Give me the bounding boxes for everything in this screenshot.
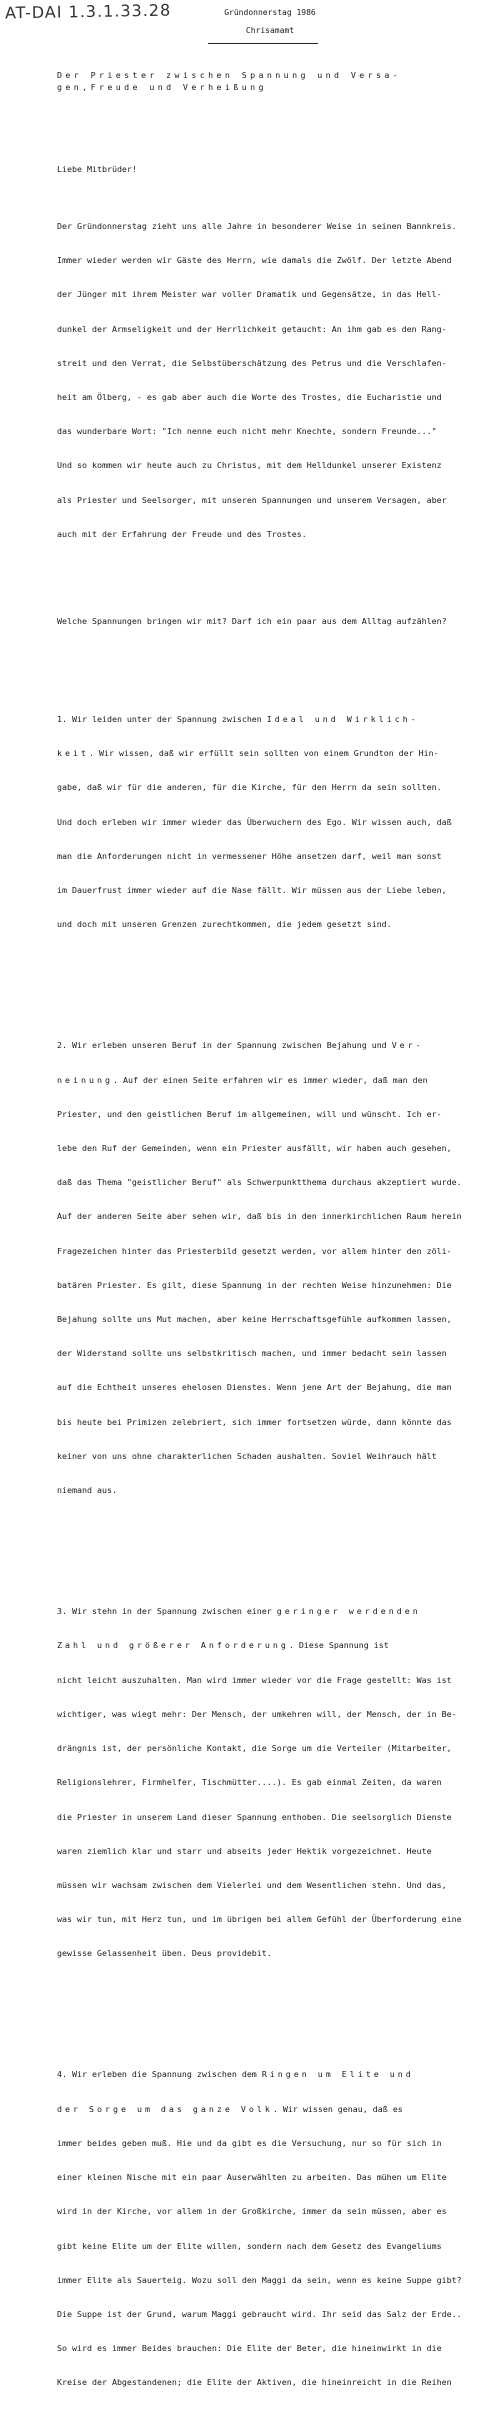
keyword: neinung — [57, 1074, 113, 1085]
question-line: Welche Spannungen bringen wir mit? Darf ich ein paar aus dem Alltag aufzählen? — [57, 615, 447, 626]
theme-line-2: gen,Freude und Verheißung — [57, 81, 267, 92]
section-line: Kreise der Abgestandenen; die Elite der Aktiven, die hineinreicht in die Reihen — [57, 2377, 452, 2388]
section-4-first-line: 4. Wir erleben die Spannung zwischen dem Ringen um Elite und — [57, 2069, 414, 2080]
header-title: Chrisamamt — [245, 26, 295, 35]
section-3 — [57, 1583, 462, 1982]
section-line: man die Anforderungen nicht in vermessener Höhe ansetzen darf, weil man sonst — [57, 850, 442, 861]
section-line: immer Elite als Sauerteig. Wozu soll den Maggi da sein, wenn es keine Suppe gibt? — [57, 2274, 462, 2285]
section-line: So wird es immer Beides brauchen: Die Elite der Beter, die hineinwirkt in die — [57, 2343, 442, 2354]
section-1-first-line: 1. Wir leiden unter der Spannung zwischen Ideal und Wirklich- — [57, 713, 419, 724]
sermon-theme — [57, 70, 477, 93]
section-4 — [57, 2047, 462, 2412]
section-line: daß das Thema "geistlicher Beruf" als Schwerpunktthema durchaus akzeptiert wurde. — [57, 1177, 462, 1188]
section-4-second-line: der Sorge um das ganze Volk. Wir wissen genau, daß es — [57, 2103, 403, 2114]
keyword: Ver- — [391, 1040, 424, 1051]
section-line: Fragezeichen hinter das Priesterbild gesetzt werden, vor allem hinter den zöli- — [57, 1245, 452, 1256]
section-line: Auf der anderen Seite aber sehen wir, daß bis in den innerkirchlichen Raum herein — [57, 1211, 462, 1222]
section-line: Religionslehrer, Firmhelfer, Tischmütter....). Es gab einmal Zeiten, da waren — [57, 1777, 442, 1788]
section-2 — [57, 1017, 462, 1519]
section-1 — [57, 691, 457, 953]
section-line: Die Suppe ist der Grund, warum Maggi gebraucht wird. Ihr seid das Salz der Erde.. — [57, 2308, 462, 2319]
intro-paragraph — [57, 198, 457, 563]
intro-line: der Jünger mit ihrem Meister war voller Dramatik und Gegensätze, in das Hell- — [57, 289, 442, 300]
keyword: Ringen um Elite und — [261, 2069, 414, 2080]
section-line: wird in der Kirche, vor allem in der Großkirche, immer da sein müssen, aber es — [57, 2206, 447, 2217]
intro-line: Der Gründonnerstag zieht uns alle Jahre in besonderer Weise in seinen Bannkreis. — [57, 220, 457, 231]
section-line: nicht leicht auszuhalten. Man wird immer wieder vor die Frage gestellt: Was ist — [57, 1674, 452, 1685]
salutation: Liebe Mitbrüder! — [57, 163, 137, 174]
keyword: geringer werdenden — [276, 1606, 421, 1617]
section-line: Bejahung sollte uns Mut machen, aber keine Herrschaftsgefühle aufkommen lassen, — [57, 1314, 452, 1325]
intro-line: das wunderbare Wort: "Ich nenne euch nicht mehr Knechte, sondern Freunde..." — [57, 426, 437, 437]
intro-line: Immer wieder werden wir Gäste des Herrn, wie damals die Zwölf. Der letzte Abend — [57, 255, 452, 266]
section-line: die Priester in unserem Land dieser Spannung enthoben. Die seelsorglich Dienste — [57, 1811, 452, 1822]
section-line: wichtiger, was wiegt mehr: Der Mensch, der umkehren will, der Mensch, der in Be- — [57, 1708, 457, 1719]
section-3-second-line: Zahl und größerer Anforderung. Diese Spannung ist — [57, 1640, 389, 1651]
section-line: gabe, daß wir für die anderen, für die Kirche, für den Herrn da sein sollten. — [57, 782, 442, 793]
section-line: im Dauerfrust immer wieder auf die Nase fällt. Wir müssen aus der Liebe leben, — [57, 885, 447, 895]
section-line: batären Priester. Es gilt, diese Spannung in der rechten Weise hinzunehmen: Die — [57, 1279, 452, 1290]
intro-line: streit und den Verrat, die Selbstüberschätzung des Petrus und die Verschlafen- — [57, 357, 447, 368]
intro-line: als Priester und Seelsorger, mit unseren Spannungen und unserem Versagen, aber — [57, 494, 447, 505]
section-line: müssen wir wachsam zwischen dem Vielerlei und dem Wesentlichen stehn. Und das, — [57, 1879, 447, 1890]
section-line: lebe den Ruf der Gemeinden, wenn ein Priester ausfällt, wir haben auch gesehen, — [57, 1142, 452, 1153]
intro-line: auch mit der Erfahrung der Freude und des Trostes. — [57, 528, 307, 539]
section-3-first-line: 3. Wir stehn in der Spannung zwischen einer geringer werdenden — [57, 1606, 421, 1617]
section-line: keiner von uns ohne charakterlichen Schaden aushalten. Soviel Weihrauch hält — [57, 1450, 437, 1461]
intro-line: dunkel der Armseligkeit und der Herrlichkeit getaucht: An ihm gab es den Rang- — [57, 323, 447, 334]
section-line: drängnis ist, der persönliche Kontakt, die Sorge um die Verteiler (Mitarbeiter, — [57, 1743, 452, 1754]
section-line: Priester, und den geistlichen Beruf im allgemeinen, will und wünscht. Ich er- — [57, 1108, 442, 1119]
section-line: gewisse Gelassenheit üben. Deus providebit. — [57, 1948, 272, 1959]
section-line: und doch mit unseren Grenzen zurechtkommen, die jedem gesetzt sind. — [57, 919, 392, 930]
section-2-first-line: 2. Wir erleben unseren Beruf in der Spannung zwischen Bejahung und Ver- — [57, 1040, 424, 1051]
intro-line: heit am Ölberg, - es gab aber auch die Worte des Trostes, die Eucharistie und — [57, 391, 442, 402]
section-line: niemand aus. — [57, 1485, 117, 1496]
keyword: der Sorge um das ganze Volk — [57, 2103, 273, 2114]
section-line: Und doch erleben wir immer wieder das Überwuchern des Ego. Wir wissen auch, daß — [57, 816, 452, 827]
section-line: gibt keine Elite um der Elite willen, sondern nach dem Gesetz des Evangeliums — [57, 2240, 442, 2251]
section-line: auf die Echtheit unseres ehelosen Dienstes. Wenn jene Art der Bejahung, die man — [57, 1382, 452, 1393]
keyword: Zahl und größerer Anforderung — [57, 1640, 289, 1651]
section-1-second-line: keit. Wir wissen, daß wir erfüllt sein sollten von einem Grundton der Hin- — [57, 748, 439, 759]
section-line: was wir tun, mit Herz tun, und im übrigen bei allem Gefühl der Überforderung eine — [57, 1914, 462, 1925]
archive-stamp: AT-DAI 1.3.1.33.28 — [4, 0, 172, 23]
header-underline — [208, 43, 318, 44]
intro-line: Und so kommen wir heute auch zu Christus, mit dem Helldunkel unserer Existenz — [57, 460, 442, 471]
theme-line-1: Der Priester zwischen Spannung und Versa- — [57, 70, 402, 80]
section-line: waren ziemlich klar und starr und abseits jeder Hektik vorgezeichnet. Heute — [57, 1845, 432, 1856]
header-date: Gründonnerstag 1986 — [224, 8, 316, 17]
section-2-second-line: neinung. Auf der einen Seite erfahren wir es immer wieder, daß man den — [57, 1074, 428, 1085]
section-line: einer kleinen Nische mit ein paar Auserwählten zu arbeiten. Das mühen um Elite — [57, 2172, 447, 2183]
section-line: immer beides geben muß. Hie und da gibt es die Versuchung, nur so für sich in — [57, 2137, 442, 2148]
section-line: der Widerstand sollte uns selbstkritisch machen, und immer bedacht sein lassen — [57, 1348, 447, 1359]
section-line: bis heute bei Primizen zelebriert, sich immer fortsetzen würde, dann könnte das — [57, 1416, 452, 1427]
letter-body — [57, 141, 462, 2434]
keyword: keit — [57, 748, 89, 759]
keyword: Ideal und Wirklich- — [266, 713, 419, 724]
